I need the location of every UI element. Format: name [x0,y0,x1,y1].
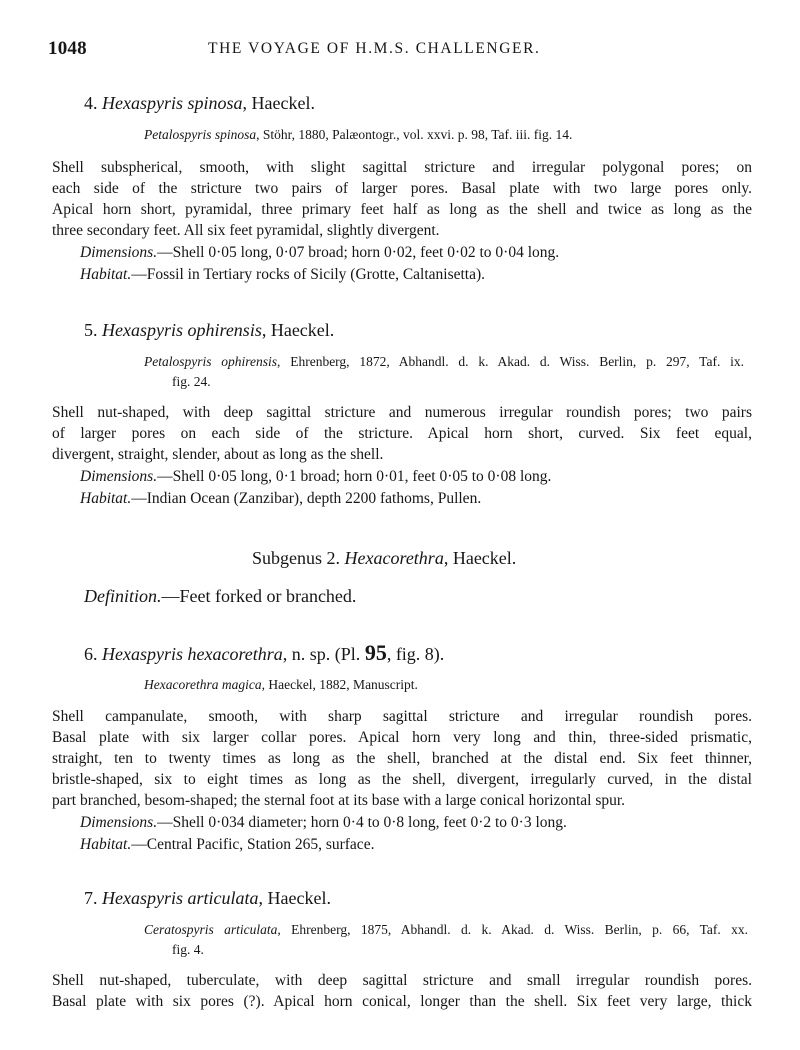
species-author: , Haeckel. [258,888,331,908]
description-line: bristle-shaped, six to eight times as long as the shell, divergent, irregularly curved, in the distal [52,771,752,788]
species-author: , Haeckel. [261,320,335,340]
habitat-text: —Central Pacific, Station 265, surface. [131,836,375,853]
entry-number: 4. [84,93,98,113]
entry-number: 6. [84,644,98,664]
description-line: divergent, straight, slender, about as long as the shell. [52,446,384,463]
habitat-label: Habitat. [80,490,132,507]
definition [84,586,356,607]
habitat-6 [80,836,374,854]
page-number: 1048 [48,38,87,59]
definition-label: Definition. [84,586,162,606]
synonymy-5 [144,354,744,370]
dimensions-text: —Shell 0·05 long, 0·1 broad; horn 0·01, feet 0·05 to 0·08 long. [157,468,552,485]
definition-text: —Feet forked or branched. [161,586,357,606]
habitat-text: —Indian Ocean (Zanzibar), depth 2200 fathoms, Pullen. [131,490,482,507]
species-name: Hexaspyris ophirensis [102,320,262,340]
synonym-reference: , Stöhr, 1880, Palæontogr., vol. xxvi. p. 98, Taf. iii. fig. 14. [256,127,573,142]
synonymy-4 [144,127,572,143]
description-line: three secondary feet. All six feet pyramidal, slightly divergent. [52,222,440,239]
description-line: part branched, besom-shaped; the sternal foot at its base with a large conical horizontal spur. [52,792,626,809]
description-line: Shell subspherical, smooth, with slight sagittal stricture and irregular polygonal pores; on [52,159,752,176]
dimensions-6 [80,814,567,832]
synonym-name: Ceratospyris articulata [144,922,278,937]
description-line: Shell campanulate, smooth, with sharp sagittal stricture and irregular roundish pores. [52,708,752,725]
synonym-reference-cont: fig. 24. [172,374,211,389]
species-name: Hexaspyris articulata [102,888,259,908]
synonymy-6 [144,677,418,693]
description-line: Apical horn short, pyramidal, three primary feet half as long as the shell and twice as long as the [52,201,752,218]
entry-number: 7. [84,888,98,908]
synonym-name: Hexacorethra magica [144,677,262,692]
dimensions-label: Dimensions. [80,468,158,485]
habitat-text: —Fossil in Tertiary rocks of Sicily (Grotte, Caltanisetta). [131,266,486,283]
figure-ref: , fig. 8). [386,644,445,664]
synonymy-7 [144,922,748,938]
dimensions-text: —Shell 0·05 long, 0·07 broad; horn 0·02, feet 0·02 to 0·04 long. [157,244,560,261]
habitat-4 [80,266,485,284]
description-line: Shell nut-shaped, tuberculate, with deep sagittal stricture and small irregular roundish pores. [52,972,752,989]
dimensions-text: —Shell 0·034 diameter; horn 0·4 to 0·8 long, feet 0·2 to 0·3 long. [157,814,567,831]
species-name: Hexaspyris spinosa [102,93,243,113]
synonym-reference: , Haeckel, 1882, Manuscript. [261,677,418,692]
species-author: , Haeckel. [242,93,315,113]
subgenus-prefix: Subgenus 2. [252,548,345,568]
description-line: Basal plate with six pores (?). Apical horn conical, longer than the shell. Six feet very large, thick [52,993,752,1010]
synonym-name: Petalospyris spinosa [144,127,257,142]
synonym-reference: , Ehrenberg, 1875, Abhandl. d. k. Akad. d. Wiss. Berlin, p. 66, Taf. xx. [277,922,748,937]
dimensions-label: Dimensions. [80,814,158,831]
description-line: of larger pores on each side of the stricture. Apical horn short, curved. Six feet equal, [52,425,752,442]
species-heading-4 [84,93,315,114]
species-name: Hexaspyris hexacorethra [102,644,283,664]
species-heading-7 [84,888,331,909]
species-heading-6 [84,640,444,666]
dimensions-label: Dimensions. [80,244,158,261]
species-after: , n. sp. (Pl. [282,644,365,664]
synonym-reference-cont: fig. 4. [172,942,204,957]
subgenus-name: Hexacorethra [344,548,444,568]
entry-number: 5. [84,320,98,340]
dimensions-4 [80,244,559,262]
habitat-5 [80,490,481,508]
subgenus-heading [252,548,516,569]
description-line: Shell nut-shaped, with deep sagittal stricture and numerous irregular roundish pores; two pairs [52,404,752,421]
synonym-name: Petalospyris ophirensis [144,354,278,369]
synonym-reference: , Ehrenberg, 1872, Abhandl. d. k. Akad. d. Wiss. Berlin, p. 297, Taf. ix. [277,354,745,369]
description-line: straight, ten to twenty times as long as the shell, branched at the distal end. Six feet thinner, [52,750,752,767]
plate-number: 95 [364,640,387,665]
habitat-label: Habitat. [80,836,132,853]
subgenus-author: , Haeckel. [443,548,517,568]
running-title: THE VOYAGE OF H.M.S. CHALLENGER. [208,40,541,57]
description-line: each side of the stricture two pairs of larger pores. Basal plate with two large pores only. [52,180,752,197]
species-heading-5 [84,320,334,341]
dimensions-5 [80,468,551,486]
description-line: Basal plate with six larger collar pores. Apical horn very long and thin, three-sided prismatic, [52,729,752,746]
habitat-label: Habitat. [80,266,132,283]
